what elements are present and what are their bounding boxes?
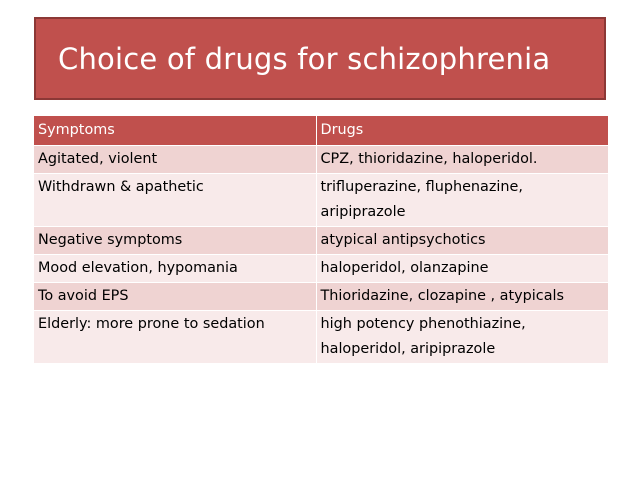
drugs-cell: trifluperazine, fluphenazine, aripiprazole <box>316 174 608 227</box>
table-header-row <box>34 116 608 146</box>
table-row <box>34 283 608 311</box>
table-row <box>34 255 608 283</box>
column-header-symptoms: Symptoms <box>34 116 316 146</box>
drugs-cell: CPZ, thioridazine, haloperidol. <box>316 146 608 174</box>
symptom-cell: Withdrawn & apathetic <box>34 174 316 227</box>
table-row <box>34 311 608 364</box>
table-row <box>34 146 608 174</box>
drugs-cell: atypical antipsychotics <box>316 227 608 255</box>
drugs-cell: high potency phenothiazine, haloperidol, aripiprazole <box>316 311 608 364</box>
drugs-cell: Thioridazine, clozapine , atypicals <box>316 283 608 311</box>
drugs-cell: haloperidol, olanzapine <box>316 255 608 283</box>
drug-table <box>34 116 608 364</box>
symptom-cell: To avoid EPS <box>34 283 316 311</box>
symptom-cell: Elderly: more prone to sedation <box>34 311 316 364</box>
title-banner <box>34 17 606 100</box>
slide-title: Choice of drugs for schizophrenia <box>58 41 551 76</box>
symptom-cell: Agitated, violent <box>34 146 316 174</box>
table-row <box>34 174 608 227</box>
symptom-cell: Mood elevation, hypomania <box>34 255 316 283</box>
column-header-drugs: Drugs <box>316 116 608 146</box>
symptom-cell: Negative symptoms <box>34 227 316 255</box>
table-row <box>34 227 608 255</box>
